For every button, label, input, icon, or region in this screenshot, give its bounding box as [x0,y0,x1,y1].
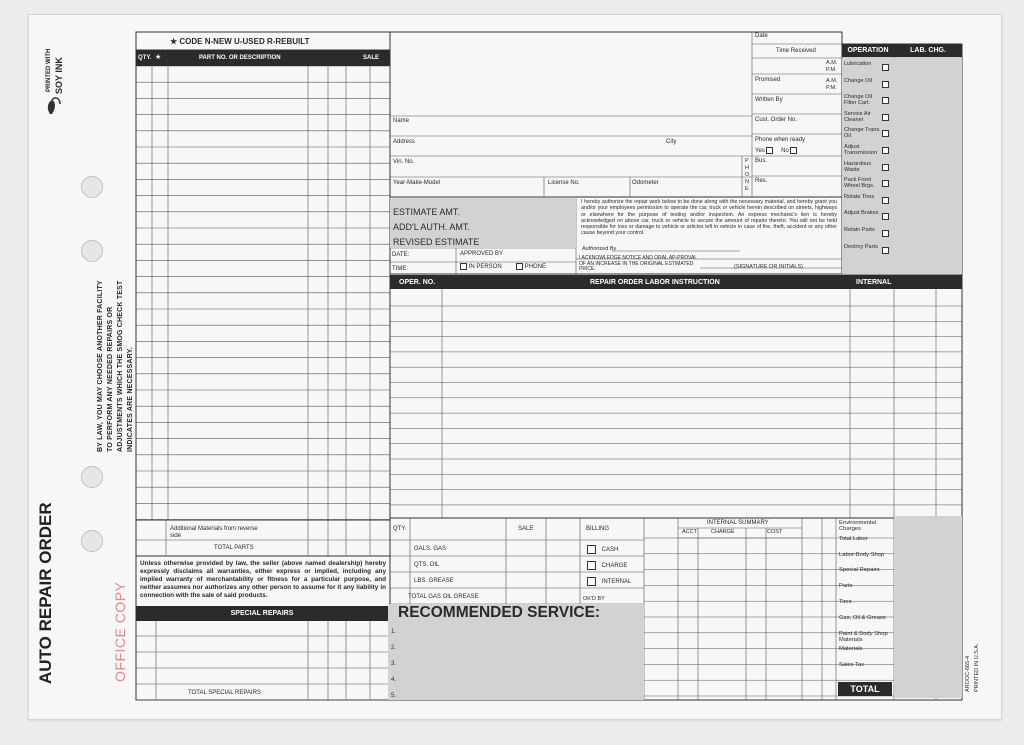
operation-header: OPERATION [847,47,889,54]
recommended-title: RECOMMENDED SERVICE: [398,604,601,621]
cust-order-label: Cust. Order No. [755,117,798,123]
operation-item: Pack Front Wheel Brgs. [844,177,875,190]
revised-estimate: REVISED ESTIMATE [393,237,480,247]
operation-header-bar [842,44,894,57]
okd-by: OK'D BY [583,596,605,602]
operation-item: Service Air Cleaner [844,110,871,123]
printed-in: PRINTED IN U.S.A. [974,643,980,692]
totals-item: Special Repairs [839,567,880,574]
operation-item: Hazardous Waste [844,160,872,173]
phone-checkbox[interactable] [516,263,523,270]
oil-qty: QTY. [393,526,407,532]
addl-auth-amt: ADD'L AUTH. AMT. [393,222,470,232]
billing-internal [587,577,631,586]
form-code: AROOC-665-4 [965,655,971,692]
law-text: BY LAW, YOU MAY CHOOSE ANOTHER FACILITY TO PERFORM ANY NEEDED REPAIRS OR ADJUSTMENTS WHICH THE SMOG CHECK TEST INDICATES ARE NECESSARY. [97,280,134,452]
charge-checkbox[interactable] [587,561,596,570]
internal-label: INTERNAL [601,579,632,586]
est-date: DATE: [392,252,410,258]
operation-item: Adjust Transmission [844,144,878,156]
operation-item: Change Oil [844,77,872,84]
operation-checkbox[interactable] [882,197,889,204]
address-label: Address [393,139,416,145]
time-received-label: Time Received [776,48,816,54]
operation-checkbox[interactable] [882,130,889,137]
part-header: PART NO. OR DESCRIPTION [199,55,281,61]
charge-col-label: CHARGE [711,529,735,535]
res-label: Res. [755,178,768,184]
no-label: No [781,148,789,155]
totals-item: Sales Tax [839,662,865,669]
recommended-line: 4. [391,677,397,683]
operation-item: Adjust Brakes [844,210,879,217]
operation-checkbox[interactable] [882,64,889,71]
special-repairs: SPECIAL REPAIRS [230,610,294,617]
approved-by: APPROVED BY [460,251,504,257]
city-label: City [666,139,677,145]
code-legend: ★ CODE N-NEW U-USED R-REBUILT [170,37,310,46]
estimate-amt: ESTIMATE AMT. [393,207,460,217]
total-label: TOTAL [850,684,880,694]
cost-col-label: COST [767,529,783,535]
no-checkbox[interactable] [790,147,797,154]
pm-label: P.M. [826,67,837,73]
yes-label: Yes [755,148,765,155]
totals-shade [894,516,962,698]
soy-ink-bottom: SOY INK [54,57,64,94]
billing-charge [587,561,627,570]
written-by-label: Written By [755,97,783,103]
gals-gas: GALS. GAS [414,546,447,552]
pm-label-2: P.M. [826,85,837,91]
star-header: ★ [155,54,162,61]
totals-item: Labor-Body Shop [839,551,885,558]
qts-oil: QTS. OIL [414,562,440,568]
total-parts: TOTAL PARTS [214,545,254,551]
recommended-line: 3. [391,661,397,667]
sale-header: SALE [363,55,380,61]
operation-item: Destroy Parts [844,243,878,250]
oper-no-header: OPER. NO. [399,279,436,286]
totals-item: Total Labor [839,535,868,542]
acknowledge-text: I ACKNOWLEDGE NOTICE AND ORAL AP-PROVAL OF AN INCREASE IN THE ORIGINAL ESTIMATED PRICE. [579,255,697,272]
odometer-label: Odometer [632,180,659,186]
charge-label: CHARGE [601,563,628,570]
vin-label: Vin. No. [393,159,415,165]
operation-checkbox[interactable] [882,230,889,237]
operation-item: Rotate Tires [844,193,875,200]
lbs-grease: LBS. GREASE [414,578,454,584]
billing-cash [587,545,618,554]
authorized-by: Authorized By [582,246,617,252]
total-bar [838,682,892,696]
operation-checkbox[interactable] [882,213,889,220]
copy-label: OFFICE COPY [112,581,128,682]
qty-header: QTY. [138,55,152,61]
auth-text: I hereby authorize the repair work below to be done along with the necessary material, and hereby grant you and/or your employees permission to operate the car, truck or vehicle herein described on streets, highways or elsewhere for the purpose of testing and/or inspection. An express mechanic's lien is hereby acknowledged on above car, truck or vehicle to secure the amount of repairs thereto. You will not be held responsible for loss or damage to vehicle or articles left in vehicle in case of fire, theft, accident or any other cause beyond your control. [581,199,837,237]
cash-label: CASH [601,547,619,554]
bus-label: Bus. [755,158,768,164]
form-title: AUTO REPAIR ORDER [36,502,55,684]
est-time: TIME: [392,266,408,272]
internal-header: INTERNAL [856,279,892,286]
lab-chg-shade [894,58,962,274]
in-person-label: IN PERSON [468,264,502,271]
am-label: A.M. [826,60,838,66]
in-person-checkbox[interactable] [460,263,467,270]
grid-frame [390,274,962,518]
operation-checkbox[interactable] [882,164,889,171]
operation-checkbox[interactable] [882,180,889,187]
operation-item: Change Trans. Oil [844,127,881,140]
operation-checkbox[interactable] [882,147,889,154]
totals-item: Gas, Oil & Grease [839,614,887,621]
internal-summary-title: INTERNAL SUMMARY [707,520,769,526]
oil-sale: SALE [518,526,534,532]
am-label-2: A.M. [826,78,838,84]
special-repairs-bar [136,606,388,621]
operation-checkbox[interactable] [882,97,889,104]
totals-item: Paint & Body Shop Materials [839,630,888,643]
totals-item: Parts [839,583,853,590]
soy-ink-top: PRINTED WITH [46,48,52,92]
operation-item: Lubrication [844,61,872,67]
totals-item: Tires [839,599,852,605]
license-label: License No. [548,180,580,186]
total-gas-oil-grease: TOTAL GAS OIL GREASE [408,594,479,600]
phone-approval-label: PHONE [524,264,547,271]
promised-label: Promised [755,77,781,83]
labor-instruction-header: REPAIR ORDER LABOR INSTRUCTION [590,279,720,286]
ymm-label: Year-Make-Model [393,180,441,186]
operation-item: Change Oil Filter Cart. [844,94,872,107]
operation-checkbox[interactable] [882,247,889,254]
operation-checkbox[interactable] [882,81,889,88]
recommended-line: 2. [391,645,397,651]
billing-title: BILLING [586,526,610,532]
in-person [460,263,502,270]
total-special-repairs: TOTAL SPECIAL REPAIRS [188,690,261,696]
date-label: Date [755,33,768,39]
phone-approval [516,263,546,270]
internal-checkbox[interactable] [587,577,596,586]
yes-no [755,147,797,154]
yes-checkbox[interactable] [766,147,773,154]
cash-checkbox[interactable] [587,545,596,554]
totals-item: Environmental Charges [839,520,877,533]
recommended-line: 1. [391,629,397,635]
name-label: Name [393,118,410,124]
totals-item: Materials [839,646,863,653]
acct-label: ACCT [682,529,697,535]
additional-materials: Additional Materials from reverse side [170,526,258,539]
lab-chg-header-bar [894,44,962,57]
signature-label: (SIGNATURE OR INITIALS) [734,264,803,270]
disclaimer: Unless otherwise provided by law, the seller (above named dealership) hereby expressly disclaims all warranties, either express or implied, including any implied warranty of merchantability or fitness for a particular purpose, and neither assumes nor authorizes any other person to assume for it any liability in connection with the sale of said products. [140,560,386,599]
recommended-line: 5. [391,693,397,699]
operation-item: Retain Parts [844,227,875,233]
lab-chg-header: LAB. CHG. [910,47,946,54]
phone-ready-label: Phone when ready [755,137,806,143]
phone-vertical: PHONE [745,158,750,192]
operation-checkbox[interactable] [882,114,889,121]
